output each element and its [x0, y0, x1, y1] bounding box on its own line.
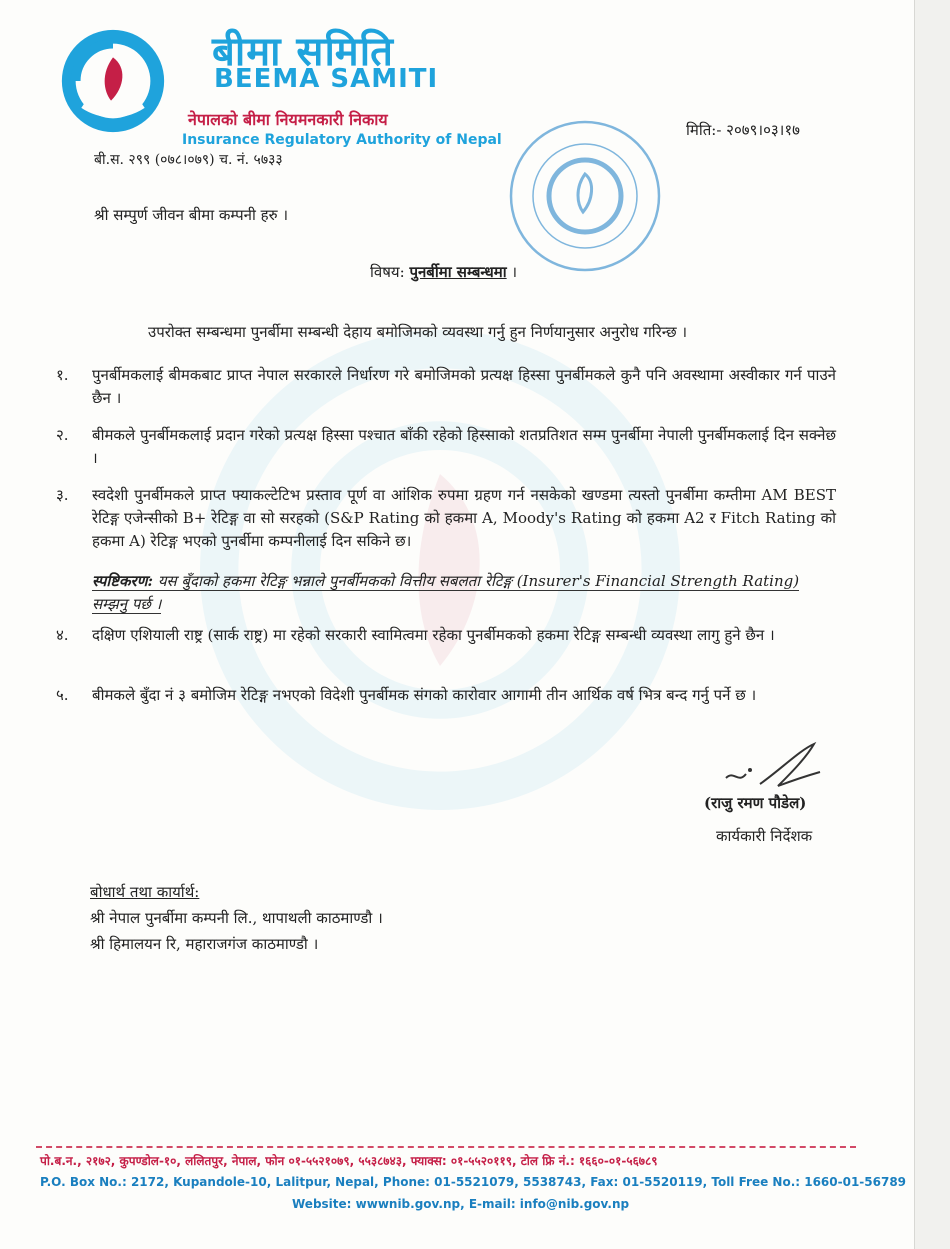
signatory-name: (राजु रमण पौडेल)	[704, 794, 807, 812]
signatory-title: कार्यकारी निर्देशक	[716, 827, 813, 845]
list-item	[56, 624, 836, 670]
beema-samiti-logo-icon	[52, 22, 174, 140]
clarification-note	[92, 570, 832, 616]
list-item-number: १.	[56, 366, 69, 384]
subject-line	[370, 262, 517, 282]
footer-divider	[36, 1146, 856, 1148]
authority-nepali: नेपालको बीमा नियमनकारी निकाय	[188, 110, 388, 129]
footer-website: Website: wwwnib.gov.np, E-mail: info@nib.gov.np	[292, 1197, 630, 1211]
letter-date: मिति:- २०७९।०३।१७	[686, 121, 800, 139]
cc-line: श्री नेपाल पुनर्बीमा कम्पनी लि., थापाथली काठमाण्डौ ।	[90, 909, 383, 927]
list-item-text: पुनर्बीमकलाई बीमकबाट प्राप्त नेपाल सरकारले निर्धारण गरे बमोजिमको प्रत्यक्ष हिस्सा पुनर्बीमकले कुनै पनि अवस्थामा अस्वीकार गर्न पाउने छैन ।	[92, 366, 836, 407]
brand-name-english: BEEMA SAMITI	[214, 64, 439, 94]
list-item	[56, 364, 836, 410]
subject-label: विषय:	[370, 263, 405, 281]
list-item-number: २.	[56, 426, 69, 444]
subject-end: ।	[506, 263, 518, 281]
handwritten-signature-icon	[720, 740, 830, 796]
scan-edge	[914, 0, 950, 1249]
footer-address-english: P.O. Box No.: 2172, Kupandole-10, Lalitpur, Nepal, Phone: 01-5521079, 5538743, Fax: 01-5520119, Toll Free No.: 1660-01-56789	[40, 1175, 907, 1189]
list-item	[56, 424, 836, 470]
list-item-text: दक्षिण एशियाली राष्ट्र (सार्क राष्ट्र) मा रहेको सरकारी स्वामित्वमा रहेका पुनर्बीमकको हकमा रेटिङ्ग सम्बन्धी व्यवस्था लागु हुने छैन ।	[92, 626, 775, 644]
list-item	[56, 684, 836, 730]
subject-text: पुनर्बीमा सम्बन्धमा	[409, 263, 507, 281]
insurance-board-stamp-icon	[505, 116, 665, 276]
list-item	[56, 484, 836, 554]
list-item-number: ३.	[56, 486, 69, 504]
intro-paragraph: उपरोक्त सम्बन्धमा पुनर्बीमा सम्बन्धी देहाय बमोजिमको व्यवस्था गर्नु हुन निर्णयानुसार अनुरोध गरिन्छ ।	[148, 323, 688, 341]
reference-number: बी.स. २९९ (०७८।०७९) च. नं. ५७३३	[94, 152, 283, 168]
clarification-label: स्पष्टिकरण:	[92, 572, 154, 590]
list-item-text: बीमकले पुनर्बीमकलाई प्रदान गरेको प्रत्यक्ष हिस्सा पश्चात बाँकी रहेको हिस्साको शतप्रतिशत सम्म पुनर्बीमा नेपाली पुनर्बीमकलाई दिन सक्नेछ ।	[92, 426, 836, 467]
list-item-number: ५.	[56, 686, 69, 704]
addressee: श्री सम्पुर्ण जीवन बीमा कम्पनी हरु ।	[94, 206, 289, 224]
list-item-text: बीमकले बुँदा नं ३ बमोजिम रेटिङ्ग नभएको विदेशी पुनर्बीमक संगको कारोवार आगामी तीन आर्थिक वर्ष भित्र बन्द गर्नु पर्ने छ ।	[92, 686, 757, 704]
authority-english: Insurance Regulatory Authority of Nepal	[182, 132, 502, 148]
cc-title: बोधार्थ तथा कार्यार्थ:	[90, 883, 200, 901]
list-item-number: ४.	[56, 626, 69, 644]
cc-line: श्री हिमालयन रि, महाराजगंज काठमाण्डौ ।	[90, 935, 319, 953]
clarification-text: यस बुँदाको हकमा रेटिङ्ग भन्नाले पुनर्बीमकको वित्तीय सबलता रेटिङ्ग (Insurer's Financial Strength Rating) सम्झनु पर्छ ।	[92, 572, 800, 613]
footer-address-nepali: पो.ब.न., २१७२, कुपण्डोल-१०, ललितपुर, नेपाल, फोन ०१-५५२१०७९, ५५३८७४३, फ्याक्स: ०१-५५२०११९, टोल फ्रि नं.: १६६०-०१-५६७८९	[40, 1154, 658, 1168]
brand-name-nepali: बीमा समिति	[212, 29, 394, 75]
list-item-text: स्वदेशी पुनर्बीमकले प्राप्त फ्याकल्टेटिभ प्रस्ताव पूर्ण वा आंशिक रुपमा ग्रहण गर्न नसकेको खण्डमा त्यस्तो पुनर्बीमा कम्तीमा AM BEST रेटिङ्ग एजेन्सीको B+ रेटिङ्ग वा सो सरहको (S&P Rating को हकमा A, Moody's Rating को हकमा A2 र Fitch Rating को हकमा A) रेटिङ्ग भएको पुनर्बीमा कम्पनीलाई दिन सकिने छ।	[92, 486, 836, 550]
